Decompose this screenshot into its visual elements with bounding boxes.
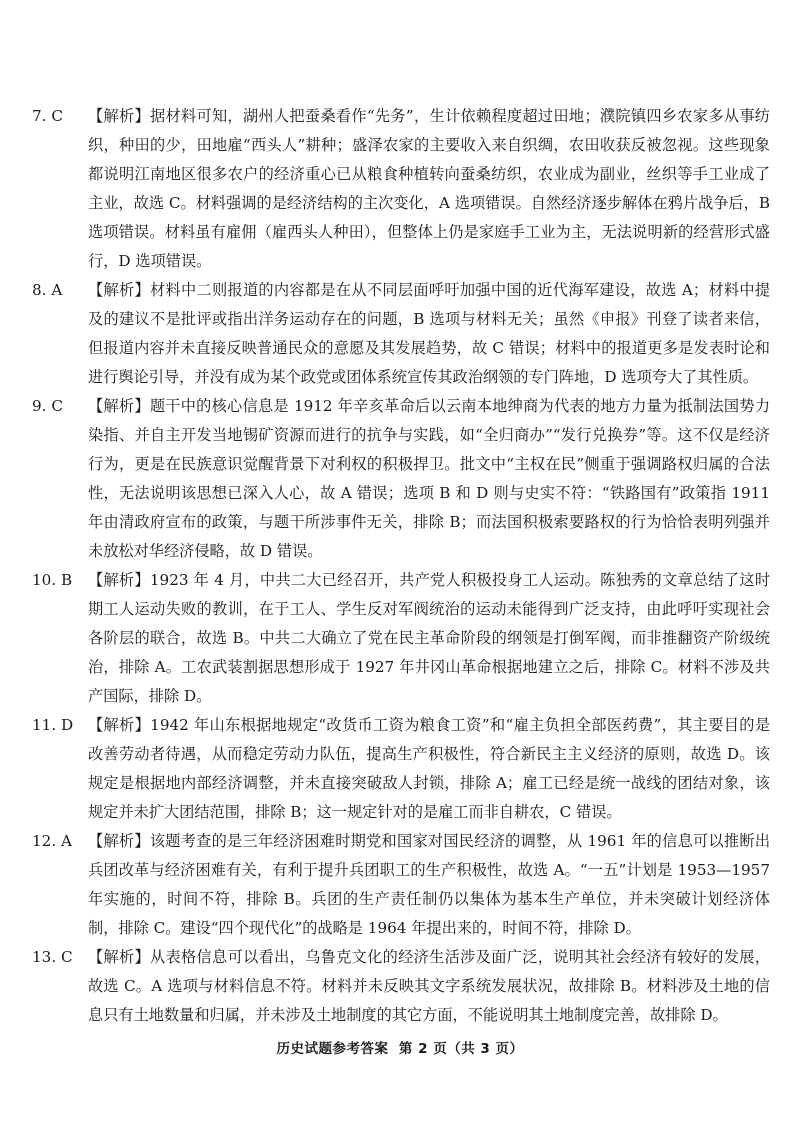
analysis-tag: 【解析】 <box>88 571 150 589</box>
analysis-tag: 【解析】 <box>88 281 150 299</box>
question-number: 13. C <box>32 948 73 966</box>
question-number: 12. A <box>32 832 72 850</box>
analysis-text: 1942 年山东根据地规定“改货币工资为粮食工资”和“雇主负担全部医药费”，其主要目的是改善劳动者待遇，从而稳定劳动力队伍，提高生产积极性，符合新民主主义经济的原则，故选 D。该规定是根据地内部经济调整，并未直接突破敌人封锁，排除 A；雇工已经是统一战线的团结对象，该规定并未扩大团结范围，排除 B；这一规定针对的是雇工而非自耕农，C 错误。 <box>88 716 771 821</box>
question-number: 10. B <box>32 571 73 589</box>
footer-page-number: 第 2 页（共 3 页） <box>398 1041 524 1057</box>
analysis-tag: 【解析】 <box>88 832 150 850</box>
analysis-text: 材料中二则报道的内容都是在从不同层面呼吁加强中国的近代海军建设，故选 A；材料中提及的建议不是批评或指出洋务运动存在的问题，B 选项与材料无关；虽然《申报》刊登了读者来信，但报道内容并未直接反映普通民众的意愿及其发展趋势，故 C 错误；材料中的报道更多是发表时论和进行舆论引导，并没有成为某个政党或团体系统宣传其政治纲领的专门阵地，D 选项夸大了其性质。 <box>88 281 771 386</box>
question-number: 9. C <box>32 397 63 415</box>
analysis-tag: 【解析】 <box>88 948 151 966</box>
question-number: 11. D <box>32 716 74 734</box>
page-footer <box>0 1037 800 1057</box>
analysis-tag: 【解析】 <box>88 397 150 415</box>
analysis-tag: 【解析】 <box>88 107 150 125</box>
analysis-text: 题干中的核心信息是 1912 年辛亥革命后以云南本地绅商为代表的地方力量为抵制法国势力染指、并自主开发当地锡矿资源而进行的抗争与实践，如“全归商办”“发行兑换券”等。这不仅是经济行为，更是在民族意识觉醒背景下对利权的积极捍卫。批文中“主权在民”侧重于强调路权归属的合法性，无法说明该思想已深入人心，故 A 错误；选项 B 和 D 则与史实不符：“铁路国有”政策指 1911 年由清政府宣布的政策，与题干所涉事件无关，排除 B；而法国积极索要路权的行为恰恰表明列强并未放松对华经济侵略，故 D 错误。 <box>88 397 771 560</box>
answer-item-12 <box>32 827 770 943</box>
analysis-text: 1923 年 4 月，中共二大已经召开，共产党人积极投身工人运动。陈独秀的文章总结了这时期工人运动失败的教训，在于工人、学生反对军阀统治的运动未能得到广泛支持，由此呼吁实现社会各阶层的联合，故选 B。中共二大确立了党在民主革命阶段的纲领是打倒军阀，而非推翻资产阶级统治，排除 A。工农武装割据思想形成于 1927 年井冈山革命根据地建立之后，排除 C。材料不涉及共产国际，排除 D。 <box>88 571 771 705</box>
answer-item-9 <box>32 392 770 566</box>
answer-item-10 <box>32 566 770 711</box>
answer-item-7 <box>32 102 770 276</box>
analysis-text: 该题考查的是三年经济困难时期党和国家对国民经济的调整，从 1961 年的信息可以推断出兵团改革与经济困难有关，有利于提升兵团职工的生产积极性，故选 A。“一五”计划是 1953—1957 年实施的，时间不符，排除 B。兵团的生产责任制仍以集体为基本生产单位，并未突破计划经济体制，排除 C。建设“四个现代化”的战略是 1964 年提出来的，时间不符，排除 D。 <box>88 832 771 937</box>
footer-title: 历史试题参考答案 <box>276 1041 389 1057</box>
analysis-text: 从表格信息可以看出，乌鲁克文化的经济生活涉及面广泛，说明其社会经济有较好的发展，故选 C。A 选项与材料信息不符。材料并未反映其文字系统发展状况，故排除 B。材料涉及土地的信息只有土地数量和归属，并未涉及土地制度的其它方面，不能说明其土地制度完善，故排除 D。 <box>88 948 771 1024</box>
answer-list <box>32 102 770 1030</box>
answer-item-11 <box>32 711 770 827</box>
question-number: 7. C <box>32 107 63 125</box>
analysis-text: 据材料可知，湖州人把蚕桑看作“先务”，生计依赖程度超过田地；濮院镇四乡农家多从事纺织，种田的少，田地雇“西头人”耕种；盛泽农家的主要收入来自织绸，农田收获反被忽视。这些现象都说明江南地区很多农户的经济重心已从粮食种植转向蚕桑纺织，农业成为副业，丝织等手工业成了主业，故选 C。材料强调的是经济结构的主次变化，A 选项错误。自然经济逐步解体在鸦片战争后，B 选项错误。材料虽有雇佣（雇西头人种田），但整体上仍是家庭手工业为主，无法说明新的经营形式盛行，D 选项错误。 <box>88 107 770 270</box>
answer-item-8 <box>32 276 770 392</box>
question-number: 8. A <box>32 281 63 299</box>
answer-item-13 <box>32 943 770 1030</box>
analysis-tag: 【解析】 <box>88 716 151 734</box>
